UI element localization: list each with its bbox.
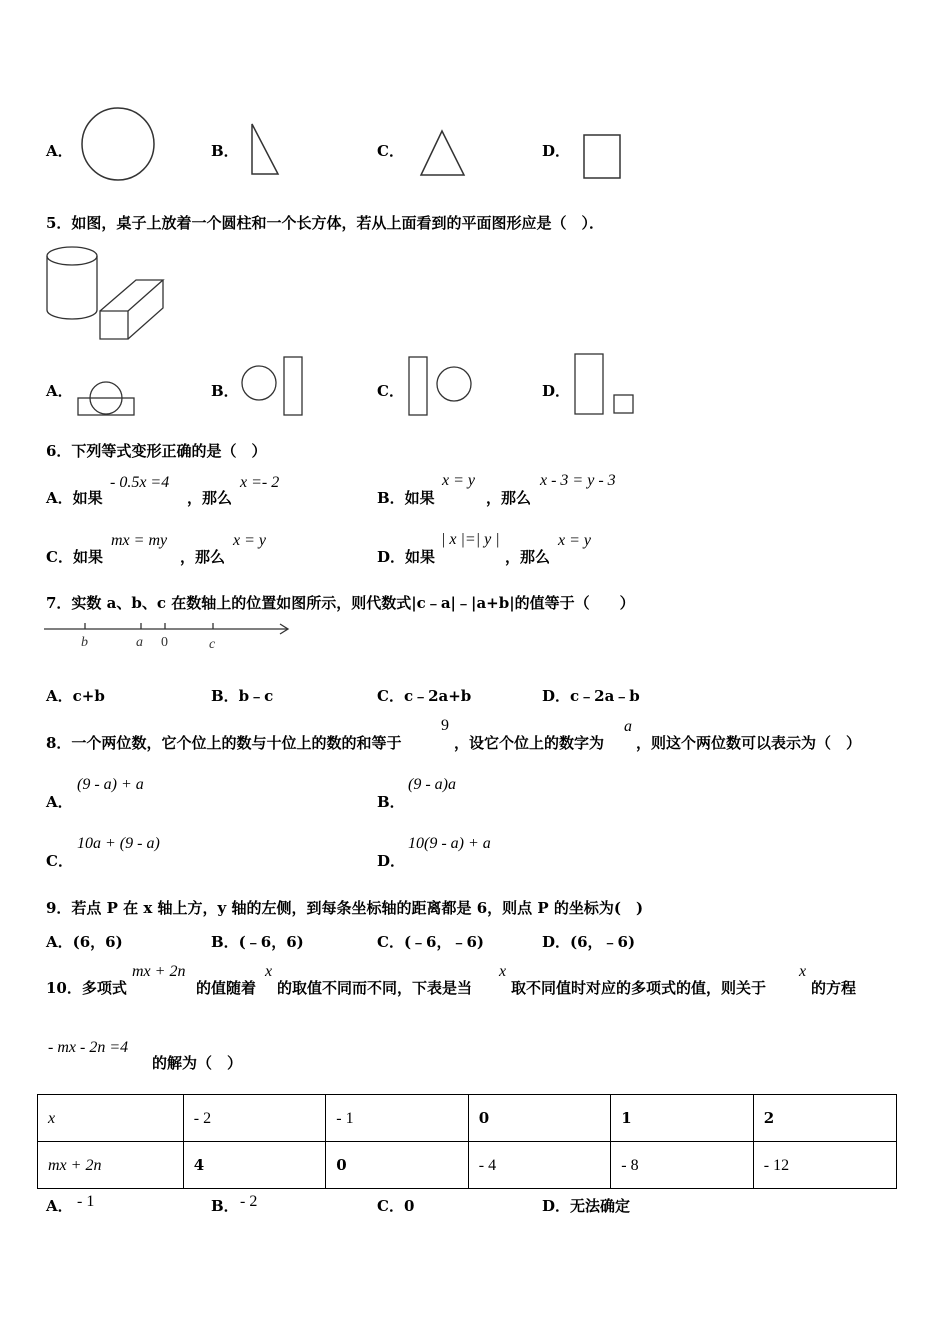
q9-option-c: C．(﹣6，﹣6) xyxy=(377,933,485,951)
q6-option-b-result: x - 3 = y - 3 xyxy=(540,472,616,489)
table-cell: 0 xyxy=(468,1095,610,1142)
table-row xyxy=(38,1095,897,1142)
q10-stem-part1: 10．多项式 xyxy=(46,979,127,997)
table-cell xyxy=(183,1095,325,1142)
q4-option-c-triangle xyxy=(418,128,470,178)
q6-option-c-then: ，那么 xyxy=(180,548,226,566)
q8-option-b-label: B． xyxy=(377,793,405,811)
table-cell: 2 xyxy=(753,1095,896,1142)
q6-option-d-then: ，那么 xyxy=(505,548,551,566)
table-cell-text: - 1 xyxy=(336,1109,354,1127)
table-header-polynomial xyxy=(38,1142,184,1189)
q4-option-d-label: D． xyxy=(542,142,571,160)
q6-option-d-result: x = y xyxy=(558,532,591,549)
q6-option-c-result: x = y xyxy=(233,532,266,549)
q6-option-a-result: x =- 2 xyxy=(240,474,280,491)
q9-stem: 9．若点 P 在 x 轴上方，y 轴的左侧，到每条坐标轴的距离都是 6，则点 P 的坐标为( ) xyxy=(46,899,644,917)
q7-axis-label-0: 0 xyxy=(161,635,168,650)
q6-option-d-condition: | x |=| y | xyxy=(441,531,500,548)
q6-option-a-then: ，那么 xyxy=(187,489,233,507)
q6-option-a-condition: - 0.5x =4 xyxy=(110,474,170,491)
q7-axis-label-a: a xyxy=(136,635,143,650)
q6-option-c-label: C．如果 xyxy=(46,548,103,566)
q5-option-a-label: A． xyxy=(46,382,73,400)
q7-option-c: C．c﹣2a+b xyxy=(377,687,472,705)
q8-option-b-expr: (9 - a)a xyxy=(408,776,456,793)
q10-value-table xyxy=(37,1094,897,1189)
q8-option-a-label: A． xyxy=(46,793,73,811)
q10-option-d: D．无法确定 xyxy=(542,1197,631,1215)
q10-option-b-value: - 2 xyxy=(240,1193,258,1210)
q6-option-d-label: D．如果 xyxy=(377,548,436,566)
q4-option-c-label: C． xyxy=(377,142,404,160)
q5-option-d-figure xyxy=(572,352,638,418)
q7-number-line xyxy=(44,618,294,652)
q5-option-b-label: B． xyxy=(211,382,239,400)
q4-option-a-label: A． xyxy=(46,142,73,160)
q10-stem-polynomial: mx + 2n xyxy=(132,963,186,980)
table-header-x-text: x xyxy=(48,1109,56,1127)
table-cell: 1 xyxy=(611,1095,753,1142)
q5-stem: 5．如图，桌子上放着一个圆柱和一个长方体，若从上面看到的平面图形应是（ ）． xyxy=(46,214,604,232)
q4-option-b-right-triangle xyxy=(248,122,282,178)
table-row xyxy=(38,1142,897,1189)
q5-option-d-label: D． xyxy=(542,382,571,400)
q10-option-c: C．0 xyxy=(377,1197,415,1215)
table-cell-text: - 8 xyxy=(621,1156,639,1174)
q8-option-d-expr: 10(9 - a) + a xyxy=(408,835,491,852)
q7-option-b: B．b﹣c xyxy=(211,687,274,705)
table-cell: 4 xyxy=(183,1142,325,1189)
q8-stem-part1: 8．一个两位数，它个位上的数与十位上的数的和等于 xyxy=(46,734,402,752)
q5-option-c-figure xyxy=(405,354,475,418)
q4-option-d-square xyxy=(582,133,624,181)
q10-stem-var1: x xyxy=(265,963,273,980)
q10-stem-part3: 的取值不同而不同，下表是当 xyxy=(277,979,473,997)
q8-option-a-expr: (9 - a) + a xyxy=(77,776,144,793)
q6-option-b-condition: x = y xyxy=(442,472,475,489)
q7-option-d: D．c﹣2a﹣b xyxy=(542,687,640,705)
q10-option-a-value: - 1 xyxy=(77,1193,95,1210)
q10-stem-part4: 取不同值时对应的多项式的值，则关于 xyxy=(511,979,767,997)
q8-option-c-expr: 10a + (9 - a) xyxy=(77,835,160,852)
table-cell xyxy=(468,1142,610,1189)
table-cell xyxy=(326,1095,468,1142)
q6-option-b-then: ，那么 xyxy=(486,489,532,507)
q10-stem-part5: 的方程 xyxy=(811,979,857,997)
q8-stem-number: 9 xyxy=(441,717,449,734)
q6-option-b-label: B．如果 xyxy=(377,489,435,507)
q6-option-c-condition: mx = my xyxy=(111,532,168,549)
q7-option-a: A．c+b xyxy=(46,687,105,705)
q8-stem-part3: ，则这个两位数可以表示为（ ） xyxy=(636,734,862,752)
q9-option-b: B．(﹣6，6) xyxy=(211,933,304,951)
q8-stem-part2: ，设它个位上的数字为 xyxy=(454,734,605,752)
q10-stem-var2: x xyxy=(499,963,507,980)
table-cell-text: - 4 xyxy=(478,1156,497,1174)
q7-stem: 7．实数 a、b、c 在数轴上的位置如图所示，则代数式|c﹣a|﹣|a+b|的值等于（ ） xyxy=(46,594,635,612)
table-header-polynomial-text: mx + 2n xyxy=(48,1156,102,1174)
q6-option-a-label: A．如果 xyxy=(46,489,103,507)
table-cell xyxy=(611,1142,753,1189)
q7-axis-label-b: b xyxy=(81,635,88,650)
q7-axis-label-c: c xyxy=(209,637,216,652)
q10-stem-part2: 的值随着 xyxy=(196,979,257,997)
q4-option-a-circle xyxy=(80,106,160,184)
table-cell-text: - 2 xyxy=(193,1109,212,1127)
q6-stem: 6．下列等式变形正确的是（ ） xyxy=(46,442,267,460)
q9-option-d: D．(6，﹣6) xyxy=(542,933,636,951)
q8-stem-variable: a xyxy=(624,718,632,735)
q10-option-a-label: A． xyxy=(46,1197,73,1215)
q10-stem-var3: x xyxy=(799,963,807,980)
q9-option-a: A．(6，6) xyxy=(46,933,123,951)
q5-option-c-label: C． xyxy=(377,382,404,400)
table-cell-text: - 12 xyxy=(763,1156,790,1174)
table-header-x xyxy=(38,1095,184,1142)
q8-option-c-label: C． xyxy=(46,852,73,870)
q10-stem-part6: 的解为（ ） xyxy=(152,1054,243,1072)
q5-figure-cylinder-and-box xyxy=(44,244,168,344)
q10-option-b-label: B． xyxy=(211,1197,239,1215)
q5-option-a-figure xyxy=(74,378,140,420)
q8-option-d-label: D． xyxy=(377,852,406,870)
q10-equation: - mx - 2n =4 xyxy=(48,1039,129,1056)
q4-option-b-label: B． xyxy=(211,142,239,160)
q5-option-b-figure xyxy=(240,354,306,418)
table-cell xyxy=(753,1142,896,1189)
table-cell: 0 xyxy=(326,1142,468,1189)
